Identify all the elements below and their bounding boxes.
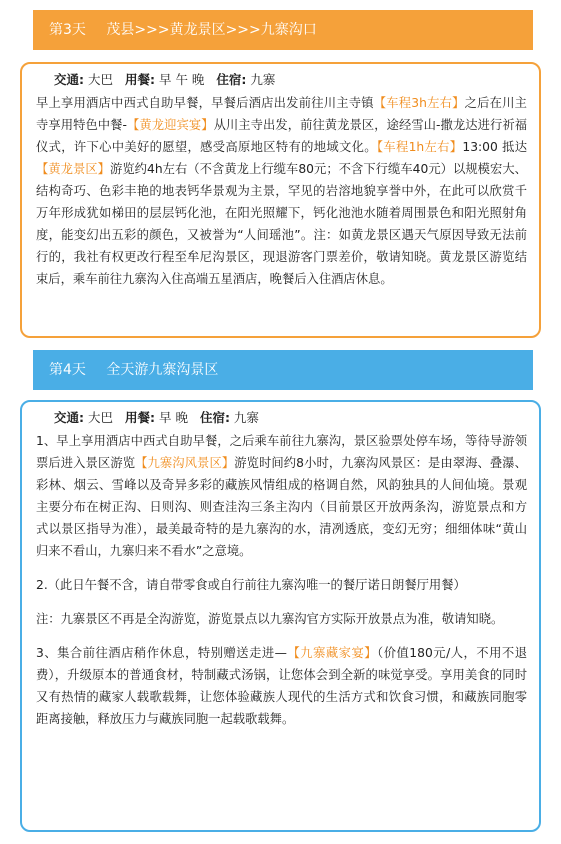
day4-meal: 早 晚 (158, 410, 188, 425)
day3-description (36, 92, 527, 290)
day3-text-2: 之后在川主寺享用特色中餐- (36, 96, 527, 132)
day4-section-note: 注：九寨景区不再是全沟游览，游览景点以九寨沟官方实际开放景点为准，敬请知晓。 (36, 612, 504, 626)
day3-meal-label: 用餐: (124, 72, 155, 87)
day3-stay-label: 住宿: (216, 72, 247, 87)
day3-card (20, 62, 541, 338)
day4-meal-label: 用餐: (124, 410, 155, 425)
day4-label: 第4天 (49, 362, 86, 378)
day3-highlight-2: 【黄龙迎宾宴】 (126, 118, 214, 132)
day4-stay: 九寨 (233, 410, 259, 425)
day3-highlight-1: 【车程3h左右】 (373, 96, 465, 110)
day4-title: 全天游九寨沟景区 (106, 362, 219, 378)
day3-highlight-4: 【黄龙景区】 (36, 162, 110, 176)
day4-s1-text-a: 1、早上享用酒店中西式自助早餐，之后乘车前往九寨沟，景区验票处停车场，等待导游领票后进入景区游览 (36, 434, 527, 470)
day3-meta (36, 70, 527, 90)
day4-transport: 大巴 (87, 410, 113, 425)
day4-s4-text-b: （价值180元/人，不用不退费），升级原本的普通食材，特制藏式汤锅，让您体会到全新的味觉享受。享用美食的同时又有热情的藏家人载歌载舞，让您体验藏族人现代的生活方式和饮食习惯，和藏族同胞零距离接触，释放压力与藏族同胞一起载歌载舞。 (36, 646, 527, 726)
day4-card (20, 400, 541, 832)
day3-text-4: 13:00 抵达 (462, 140, 527, 154)
day3-transport: 大巴 (87, 72, 113, 87)
day4-s4-text-a: 3、集合前往酒店稍作休息，特别赠送走进— (36, 646, 287, 660)
day3-header (33, 10, 533, 50)
day3-label: 第3天 (49, 22, 86, 38)
day3-meal: 早 午 晚 (158, 72, 205, 87)
day3-highlight-3: 【车程1h左右】 (376, 140, 463, 154)
day4-stay-label: 住宿: (199, 410, 230, 425)
day3-transport-label: 交通: (54, 72, 84, 87)
day4-section-1 (36, 430, 527, 562)
day4-transport-label: 交通: (54, 410, 84, 425)
day3-text-3: 从川主寺出发，前往黄龙景区，途经雪山-撒龙达进行祈福仪式，许下心中美好的愿望，感受高原地区特有的地域文化。 (36, 118, 527, 154)
day4-s4-highlight: 【九寨藏家宴】 (286, 646, 378, 660)
day3-title: 茂县>>>黄龙景区>>>九寨沟口 (106, 22, 317, 38)
day3-stay: 九寨 (250, 72, 276, 87)
day4-header (33, 350, 533, 390)
day4-meta (36, 408, 527, 428)
day4-s1-text-b: 游览时间约8小时，九寨沟风景区：是由翠海、叠瀑、彩林、烟云、雪峰以及奇异多彩的藏族风情组成的格调自然，风韵独具的人间仙境。景观主要分布在树正沟、日则沟、则查洼沟三条主沟内（目前景区开放两条沟，游览景点和方式以景区指导为准），最美最奇特的是九寨沟的水，清冽透底，变幻无穷；细细体味“黄山归来不看山，九寨归来不看水”之意境。 (36, 456, 527, 558)
day3-text-1: 早上享用酒店中西式自助早餐，早餐后酒店出发前往川主寺镇 (36, 96, 374, 110)
day4-s1-highlight: 【九寨沟风景区】 (135, 456, 235, 470)
day4-section-3 (36, 642, 527, 730)
day3-text-5: 游览约4h左右（不含黄龙上行缆车80元；不含下行缆车40元）以规模宏大、结构奇巧、色彩丰艳的地表钙华景观为主景，罕见的岩溶地貌享誉中外，在此可以欣赏千万年形成犹如梯田的层层钙化池，在阳光照耀下，钙化池池水随着周围景色和阳光照射角度，能变幻出五彩的颜色，又被誉为“人间瑶池”。注：如黄龙景区遇天气原因导致无法前行的，我社有权更改行程至牟尼沟景区，现退游客门票差价，敬请知晓。黄龙景区游览结束后，乘车前往九寨沟入住高端五星酒店，晚餐后入住酒店休息。 (36, 162, 527, 286)
day4-section-2: 2.（此日午餐不含，请自带零食或自行前往九寨沟唯一的餐厅诺日朗餐厅用餐） (36, 578, 466, 592)
